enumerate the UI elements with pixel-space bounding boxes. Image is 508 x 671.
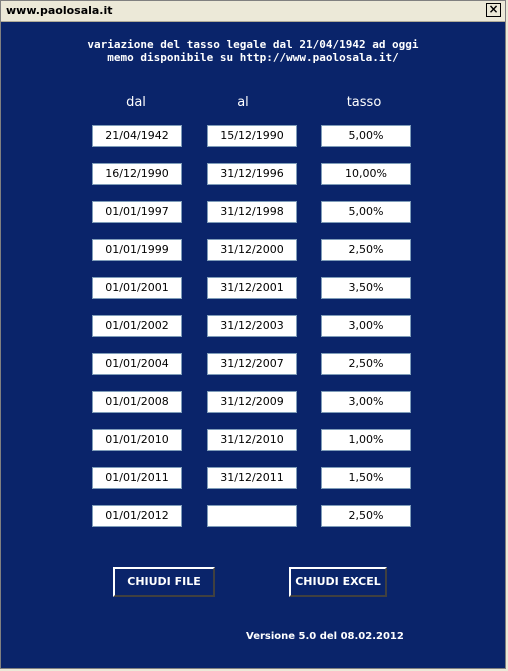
row-9-tasso-field[interactable]: 1,00% bbox=[321, 429, 411, 451]
row-5-al-field[interactable]: 31/12/2001 bbox=[207, 277, 297, 299]
row-2-tasso-field[interactable]: 10,00% bbox=[321, 163, 411, 185]
row-8-al-field[interactable]: 31/12/2009 bbox=[207, 391, 297, 413]
row-4-dal-field[interactable]: 01/01/1999 bbox=[92, 239, 182, 261]
close-icon[interactable]: × bbox=[486, 3, 501, 17]
header-line-2: memo disponibile su http://www.paolosala.it/ bbox=[107, 51, 399, 64]
row-2-al-field[interactable]: 31/12/1996 bbox=[207, 163, 297, 185]
row-7-al-field[interactable]: 31/12/2007 bbox=[207, 353, 297, 375]
row-1-dal-field[interactable]: 21/04/1942 bbox=[92, 125, 182, 147]
row-3-tasso-field[interactable]: 5,00% bbox=[321, 201, 411, 223]
row-11-tasso-field[interactable]: 2,50% bbox=[321, 505, 411, 527]
row-6-tasso-field[interactable]: 3,00% bbox=[321, 315, 411, 337]
row-9-al-field[interactable]: 31/12/2010 bbox=[207, 429, 297, 451]
form-content bbox=[2, 22, 504, 667]
row-6-dal-field[interactable]: 01/01/2002 bbox=[92, 315, 182, 337]
row-1-tasso-field[interactable]: 5,00% bbox=[321, 125, 411, 147]
row-3-al-field[interactable]: 31/12/1998 bbox=[207, 201, 297, 223]
row-2-dal-field[interactable]: 16/12/1990 bbox=[92, 163, 182, 185]
row-4-tasso-field[interactable]: 2,50% bbox=[321, 239, 411, 261]
row-10-tasso-field[interactable]: 1,50% bbox=[321, 467, 411, 489]
column-header-al: al bbox=[237, 95, 249, 110]
row-10-al-field[interactable]: 31/12/2011 bbox=[207, 467, 297, 489]
close-excel-button[interactable]: CHIUDI EXCEL bbox=[289, 567, 387, 597]
row-5-tasso-field[interactable]: 3,50% bbox=[321, 277, 411, 299]
title-bar[interactable] bbox=[1, 1, 505, 22]
version-label: Versione 5.0 del 08.02.2012 bbox=[246, 631, 404, 642]
row-8-dal-field[interactable]: 01/01/2008 bbox=[92, 391, 182, 413]
row-11-dal-field[interactable]: 01/01/2012 bbox=[92, 505, 182, 527]
row-5-dal-field[interactable]: 01/01/2001 bbox=[92, 277, 182, 299]
row-7-dal-field[interactable]: 01/01/2004 bbox=[92, 353, 182, 375]
row-8-tasso-field[interactable]: 3,00% bbox=[321, 391, 411, 413]
row-7-tasso-field[interactable]: 2,50% bbox=[321, 353, 411, 375]
row-11-al-field[interactable] bbox=[207, 505, 297, 527]
row-1-al-field[interactable]: 15/12/1990 bbox=[207, 125, 297, 147]
row-4-al-field[interactable]: 31/12/2000 bbox=[207, 239, 297, 261]
header-text bbox=[2, 38, 504, 64]
column-header-dal: dal bbox=[126, 95, 146, 110]
close-file-button[interactable]: CHIUDI FILE bbox=[113, 567, 215, 597]
row-6-al-field[interactable]: 31/12/2003 bbox=[207, 315, 297, 337]
row-3-dal-field[interactable]: 01/01/1997 bbox=[92, 201, 182, 223]
row-9-dal-field[interactable]: 01/01/2010 bbox=[92, 429, 182, 451]
window-title: www.paolosala.it bbox=[6, 4, 113, 17]
header-line-1: variazione del tasso legale dal 21/04/1942 ad oggi bbox=[87, 38, 419, 51]
column-header-tasso: tasso bbox=[346, 95, 382, 110]
row-10-dal-field[interactable]: 01/01/2011 bbox=[92, 467, 182, 489]
